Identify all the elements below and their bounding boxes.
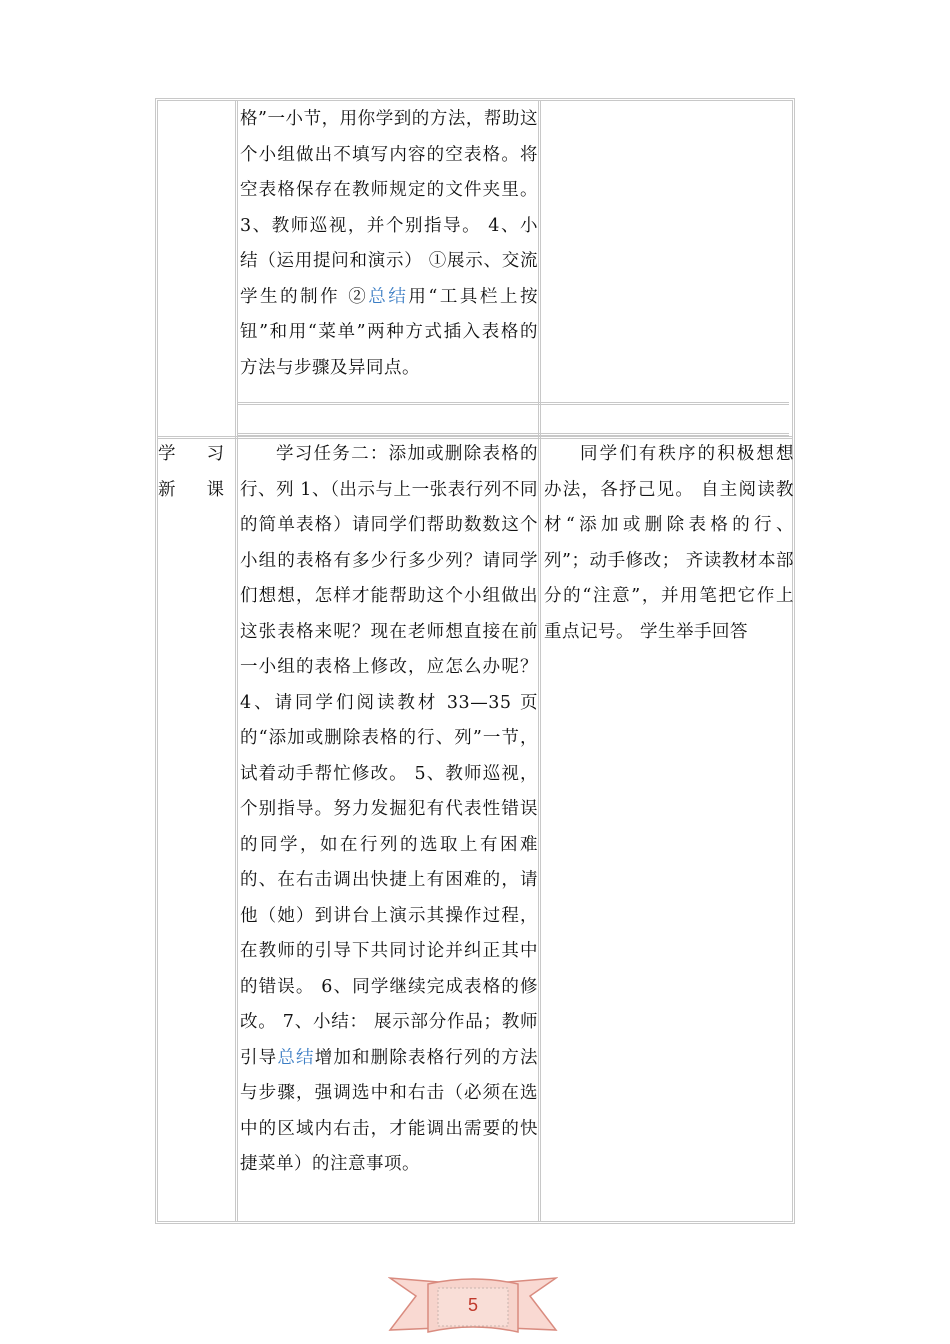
row2-activity-text: 学习任务二：添加或删除表格的行、列 1、（出示与上一张表行列不同的简单表格）请同学们帮助数数这个小组的表格有多少行多少列？请同学们想想，怎样才能帮助这个小组做出这张表格来呢？现在老师想直接在前一小组的表格上修改，应怎么办呢？ 4、请同学们阅读教材 33—35 页的“添加或删除表格的行、列”一节，试着动手帮忙修改。 5、教师巡视，个别指导。努力发掘犯有代表性错误的同学，如在行列的选取上有困难的、在右击调出快捷上有困难的，请他（她）到讲台上演示其操作过程，在教师的引导下共同讨论并纠正其中的错误。 6、同学继续完成表格的修改。 7、小结： 展示部分作品；教师引导总结增加和删除表格行列的方法与步骤，强调选中和右击（必须在选中的区域内右击，才能调出需要的快捷菜单）的注意事项。 xyxy=(240,444,539,1174)
page-number: 5 xyxy=(467,1294,478,1315)
column-divider-1 xyxy=(235,101,238,1221)
column-divider-2 xyxy=(538,101,541,1221)
page-footer xyxy=(388,1270,558,1340)
highlight-summary: 总结 xyxy=(368,286,409,307)
row1-activity-text: 格”一小节，用你学到的方法，帮助这个小组做出不填写内容的空表格。将空表格保存在教师规定的文件夹里。 3、教师巡视，并个别指导。 4、小结（运用提问和演示） ①展示、交流学生的制作 ②总结用“工具栏上按钮”和用“菜单”两种方式插入表格的方法与步骤及异同点。 xyxy=(240,109,539,378)
highlight-summary: 总结 xyxy=(277,1047,315,1068)
lesson-plan-table xyxy=(155,98,795,1224)
row2-stage-label: 学习新课 xyxy=(158,444,236,500)
row-divider-top xyxy=(238,402,789,405)
row2-student-activity-text: 同学们有秩序的积极想想办法，各抒己见。 自主阅读教材“添加或删除表格的行、列”；动手修改； 齐读教材本部分的“注意”，并用笔把它作上重点记号。 学生举手回答 xyxy=(544,444,794,642)
